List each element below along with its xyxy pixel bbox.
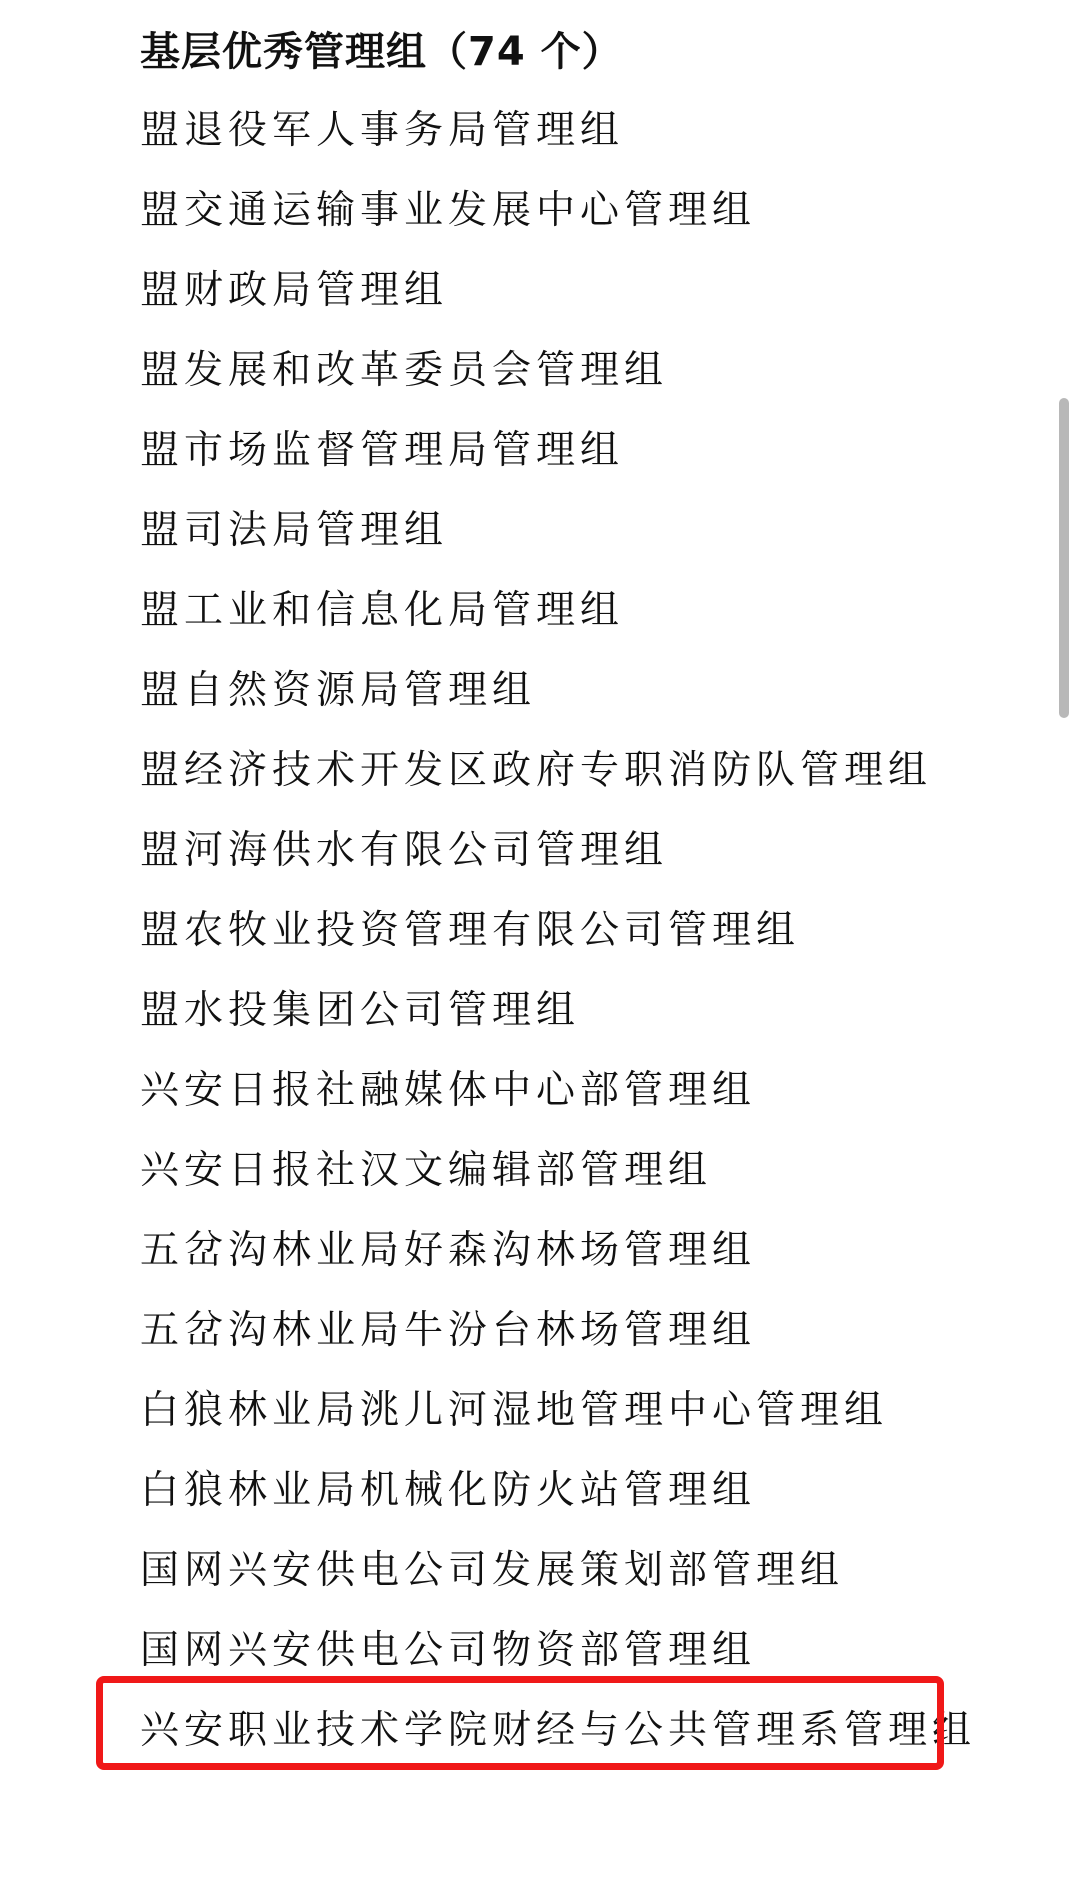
list-item: 盟河海供水有限公司管理组 bbox=[140, 828, 669, 873]
list-item: 兴安日报社汉文编辑部管理组 bbox=[140, 1148, 713, 1193]
red-highlight-box bbox=[96, 1676, 944, 1770]
list-item: 兴安日报社融媒体中心部管理组 bbox=[140, 1068, 757, 1113]
section-heading: 基层优秀管理组（74 个） bbox=[140, 29, 623, 75]
scrollbar-thumb[interactable] bbox=[1059, 398, 1069, 718]
list-item: 盟经济技术开发区政府专职消防队管理组 bbox=[140, 748, 933, 793]
list-item: 盟市场监督管理局管理组 bbox=[140, 428, 625, 473]
vertical-scrollbar[interactable] bbox=[1053, 0, 1073, 1896]
list-item: 盟司法局管理组 bbox=[140, 508, 449, 553]
list-item: 国网兴安供电公司发展策划部管理组 bbox=[140, 1548, 845, 1593]
list-item: 盟工业和信息化局管理组 bbox=[140, 588, 625, 633]
list-item: 盟发展和改革委员会管理组 bbox=[140, 348, 669, 393]
list-item: 盟农牧业投资管理有限公司管理组 bbox=[140, 908, 801, 953]
list-item: 盟水投集团公司管理组 bbox=[140, 988, 581, 1033]
list-item: 盟交通运输事业发展中心管理组 bbox=[140, 188, 757, 233]
list-item: 盟退役军人事务局管理组 bbox=[140, 108, 625, 153]
list-item: 白狼林业局机械化防火站管理组 bbox=[140, 1468, 757, 1513]
list-item: 五岔沟林业局牛汾台林场管理组 bbox=[140, 1308, 757, 1353]
list-item: 国网兴安供电公司物资部管理组 bbox=[140, 1628, 757, 1673]
list-item-highlighted: 兴安职业技术学院财经与公共管理系管理组 bbox=[140, 1708, 977, 1753]
list-item: 五岔沟林业局好森沟林场管理组 bbox=[140, 1228, 757, 1273]
list-item: 盟财政局管理组 bbox=[140, 268, 449, 313]
list-item: 盟自然资源局管理组 bbox=[140, 668, 537, 713]
list-item: 白狼林业局洮儿河湿地管理中心管理组 bbox=[140, 1388, 889, 1433]
